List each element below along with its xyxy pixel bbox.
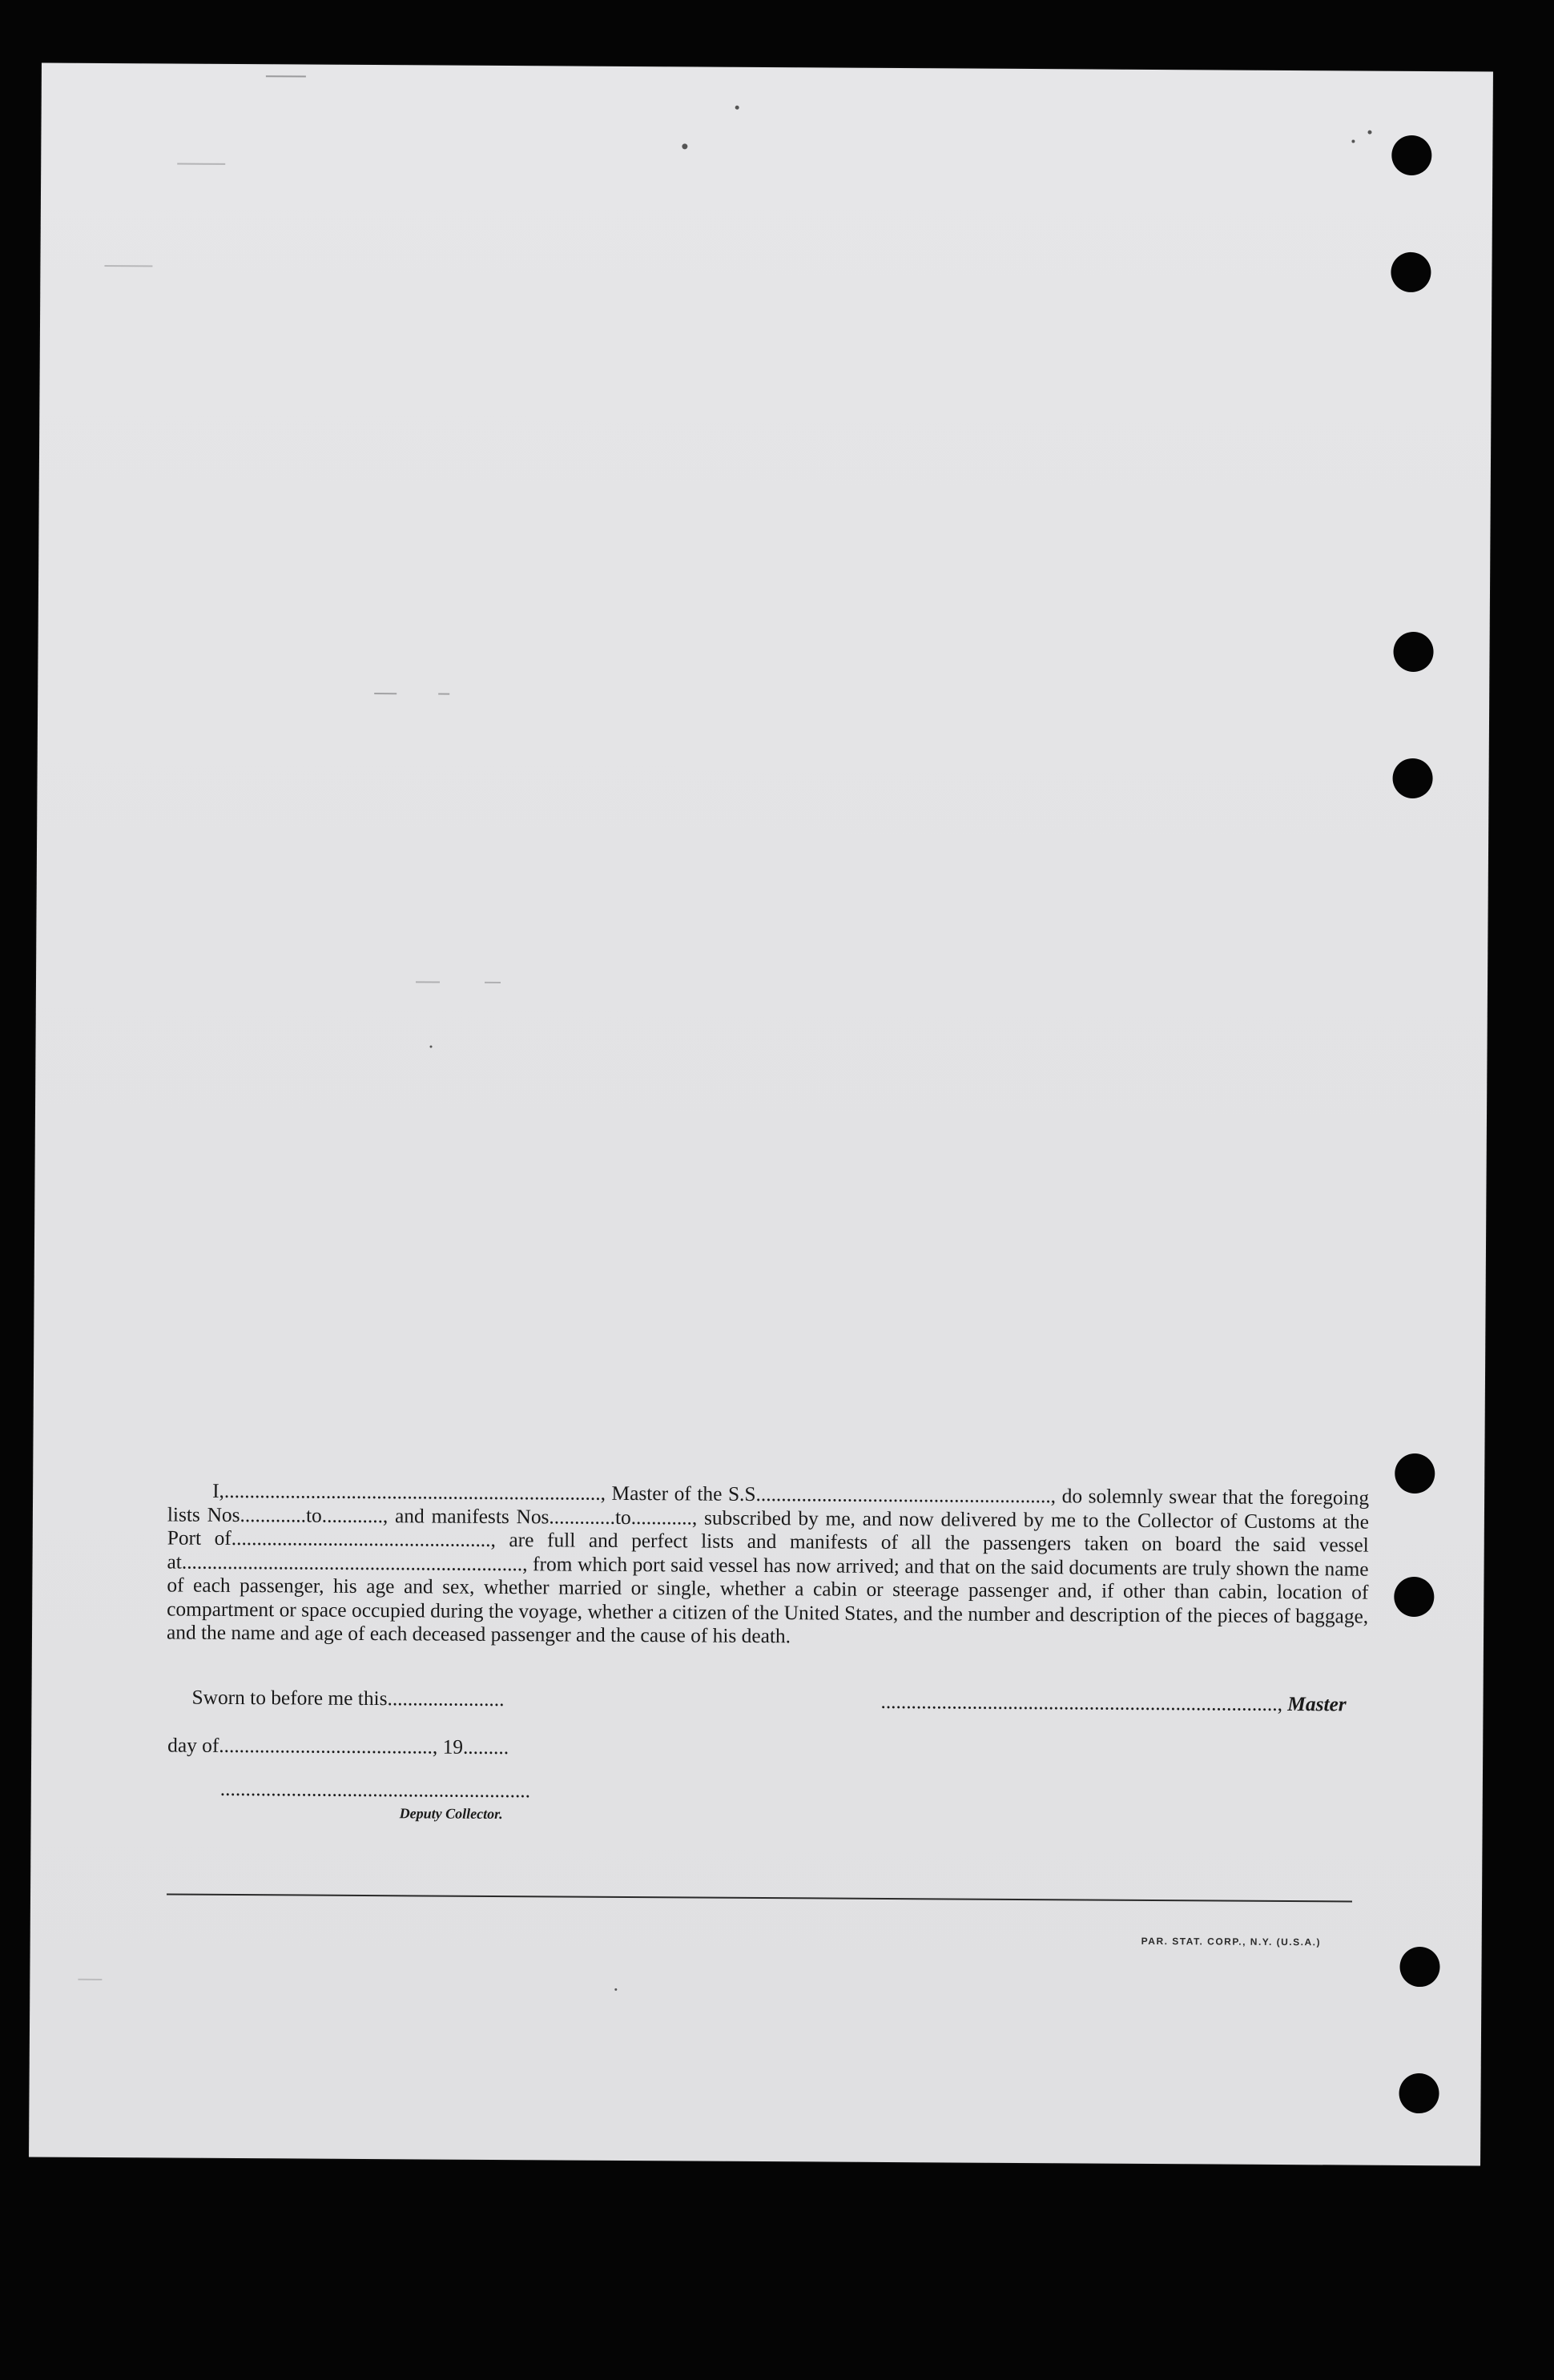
scan-mark	[485, 982, 501, 983]
deputy-signature-dots: .............................................................	[219, 1777, 531, 1803]
dust-speck	[735, 106, 739, 110]
scan-mark	[374, 693, 397, 694]
punch-hole	[1392, 758, 1432, 798]
deputy-collector-label: Deputy Collector.	[399, 1805, 503, 1823]
punch-hole	[1391, 135, 1431, 175]
scan-mark	[438, 693, 449, 695]
master-signature-line	[880, 1691, 1346, 1717]
punch-hole	[1399, 2073, 1439, 2113]
punch-hole	[1394, 1577, 1434, 1617]
day-text: day of.........................................., 19.........	[167, 1734, 509, 1759]
printer-imprint: PAR. STAT. CORP., N.Y. (U.S.A.)	[1141, 1935, 1322, 1948]
oath-paragraph: I,.........................................................................., Master of the S.S.........................................................., do solemnly swear that the foregoing lists Nos.............to............, and manifests Nos.............to............, subscribed by me, and now delivered by me to the Collector of Customs at the Port of..................................................., are full and perfect lists and manifests of all the passengers taken on board the said vessel at..................................................................., from which port said vessel has now arrived; and that on the said documents are truly shown the name of each passenger, his age and sex, whether married or single, whether a cabin or steerage passenger and, if other than cabin, location of compartment or space occupied during the voyage, whether a citizen of the United States, and the number and description of the pieces of baggage, and the name and age of each deceased passenger and the cause of his death.	[166, 1479, 1370, 1648]
deputy-signature-line	[220, 1778, 530, 1803]
document-page	[29, 62, 1493, 2165]
dust-speck	[429, 1045, 432, 1047]
sworn-text: Sworn to before me this.......................	[191, 1686, 505, 1711]
master-label: Master	[1287, 1693, 1347, 1716]
sworn-line	[191, 1687, 504, 1711]
punch-hole	[1391, 252, 1431, 292]
dust-speck	[682, 143, 687, 149]
dust-speck	[1367, 131, 1371, 135]
punch-hole	[1393, 632, 1433, 672]
scan-mark	[104, 265, 152, 267]
scan-mark	[177, 163, 225, 165]
divider-rule	[167, 1893, 1352, 1902]
punch-hole	[1395, 1453, 1435, 1494]
scan-mark	[416, 981, 440, 983]
master-oath	[167, 1479, 1369, 1652]
dust-speck	[614, 1988, 617, 1991]
master-signature-dots: ..............................................................................,	[880, 1690, 1283, 1715]
dust-speck	[1351, 139, 1355, 143]
scan-mark	[78, 1979, 102, 1980]
punch-hole	[1399, 1947, 1439, 1987]
scan-mark	[266, 75, 306, 77]
day-line	[167, 1734, 509, 1759]
